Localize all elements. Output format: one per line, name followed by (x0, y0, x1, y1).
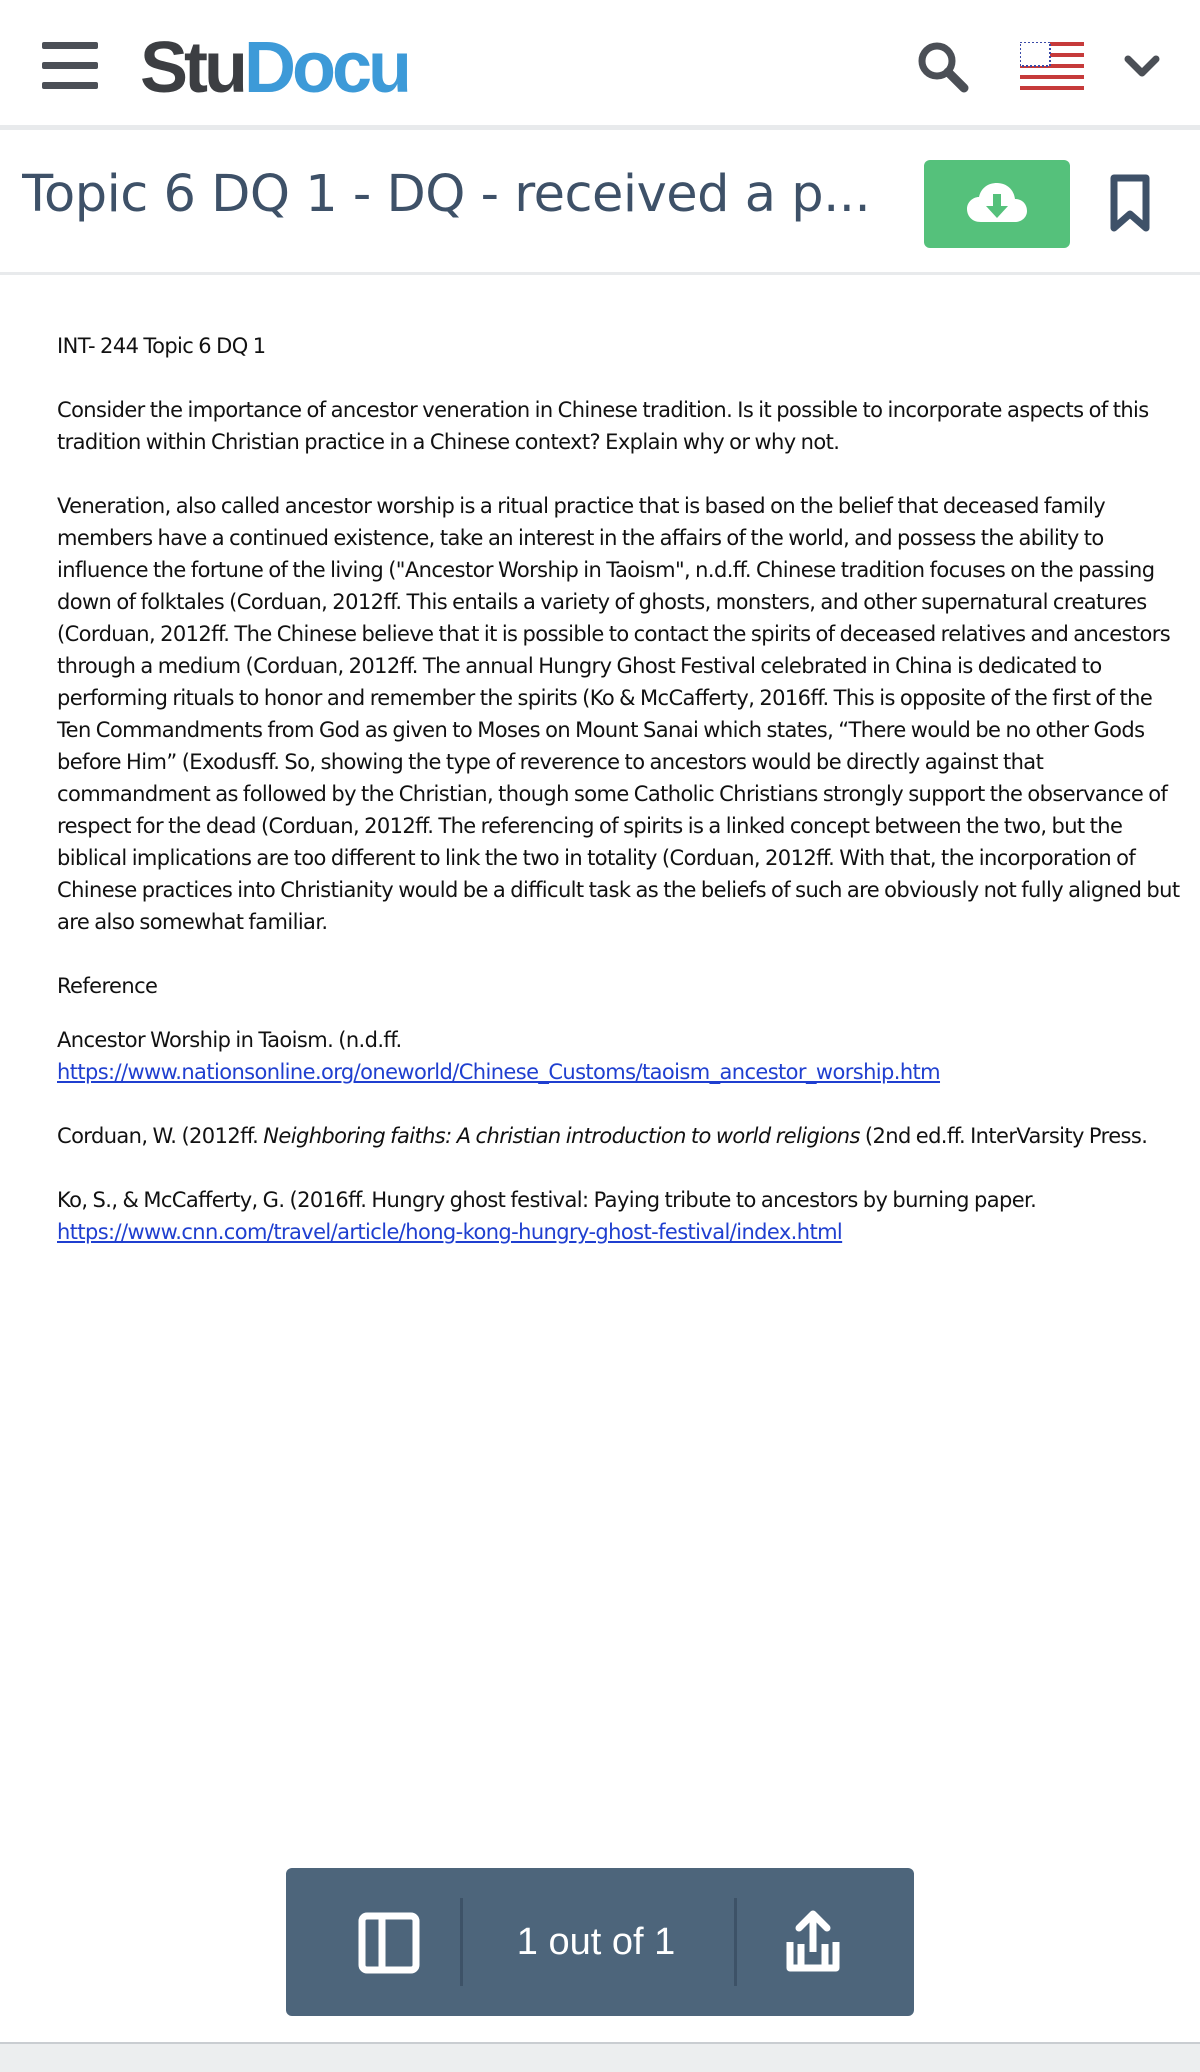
pager-divider (734, 1898, 737, 1986)
us-flag-icon[interactable] (1020, 42, 1084, 90)
logo-text-docu: Docu (243, 28, 408, 108)
studocu-logo[interactable] (140, 26, 408, 110)
bookmark-icon[interactable] (1106, 174, 1154, 234)
page-title: Topic 6 DQ 1 - DQ - received a p... (22, 165, 871, 224)
reference-item (57, 1120, 1182, 1152)
download-button[interactable] (924, 160, 1070, 248)
document-viewer (0, 275, 1200, 2045)
reference-text: Corduan, W. (2012ff. (57, 1124, 264, 1148)
reference-item (57, 1184, 1182, 1248)
pager-divider (460, 1898, 463, 1986)
cloud-download-icon (966, 180, 1028, 228)
top-navigation-bar (0, 0, 1200, 130)
hamburger-menu-icon[interactable] (42, 42, 98, 90)
reference-text: Ko, S., & McCafferty, G. (2016ff. Hungry ghost festival: Paying tribute to ancestors by burning paper. (57, 1188, 1037, 1212)
reference-text: Ancestor Worship in Taoism. (n.d.ff. (57, 1028, 402, 1052)
share-icon[interactable] (784, 1908, 842, 1974)
document-title-bar (0, 130, 1200, 275)
reference-item (57, 1024, 1182, 1088)
document-content (57, 330, 1182, 1280)
reference-heading: Reference (57, 974, 158, 998)
discussion-answer: Veneration, also called ancestor worship is a ritual practice that is based on the belief that deceased family members have a continued existence, take an interest in the affairs of the world, and possess the ability to influence the fortune of the living ("Ancestor Worship in Taoism", n.d.ff. Chinese tradition focuses on the passing down of folktales (Corduan, 2012ff. This entails a variety of ghosts, monsters, and other supernatural creatures (Corduan, 2012ff. The Chinese believe that it is possible to contact the spirits of deceased relatives and ancestors through a medium (Corduan, 2012ff. The annual Hungry Ghost Festival celebrated in China is dedicated to performing rituals to honor and remember the spirits (Ko & McCafferty, 2016ff. This is opposite of the first of the Ten Commandments from God as given to Moses on Mount Sanai which states, “There would be no other Gods before Him” (Exodusff. So, showing the type of reverence to ancestors would be directly against that commandment as followed by the Christian, though some Catholic Christians strongly support the observance of respect for the dead (Corduan, 2012ff. The referencing of spirits is a linked concept between the two, but the biblical implications are too different to link the two in totality (Corduan, 2012ff. With that, the incorporation of Chinese practices into Christianity would be a difficult task as the beliefs of such are obviously not fully aligned but are also somewhat familiar. (57, 494, 1180, 934)
page-count: 1 out of 1 (516, 1921, 676, 1963)
document-heading: INT- 244 Topic 6 DQ 1 (57, 334, 266, 358)
discussion-question: Consider the importance of ancestor veneration in Chinese tradition. Is it possible to incorporate aspects of this tradition within Christian practice in a Chinese context? Explain why or why not. (57, 398, 1149, 454)
page-navigator (286, 1868, 914, 2016)
logo-text-stu: Stu (140, 28, 244, 108)
reference-link[interactable]: https://www.cnn.com/travel/article/hong-kong-hungry-ghost-festival/index.html (57, 1220, 843, 1244)
reference-text: (2nd ed.ff. InterVarsity Press. (859, 1124, 1148, 1148)
reference-link[interactable]: https://www.nationsonline.org/oneworld/Chinese_Customs/taoism_ancestor_worship.htm (57, 1060, 941, 1084)
browser-bottom-edge (0, 2042, 1200, 2072)
search-icon[interactable] (914, 38, 970, 94)
chevron-down-icon[interactable] (1122, 50, 1162, 82)
sidebar-toggle-icon[interactable] (358, 1912, 420, 1974)
reference-book-title: Neighboring faiths: A christian introduction to world religions (263, 1124, 860, 1148)
